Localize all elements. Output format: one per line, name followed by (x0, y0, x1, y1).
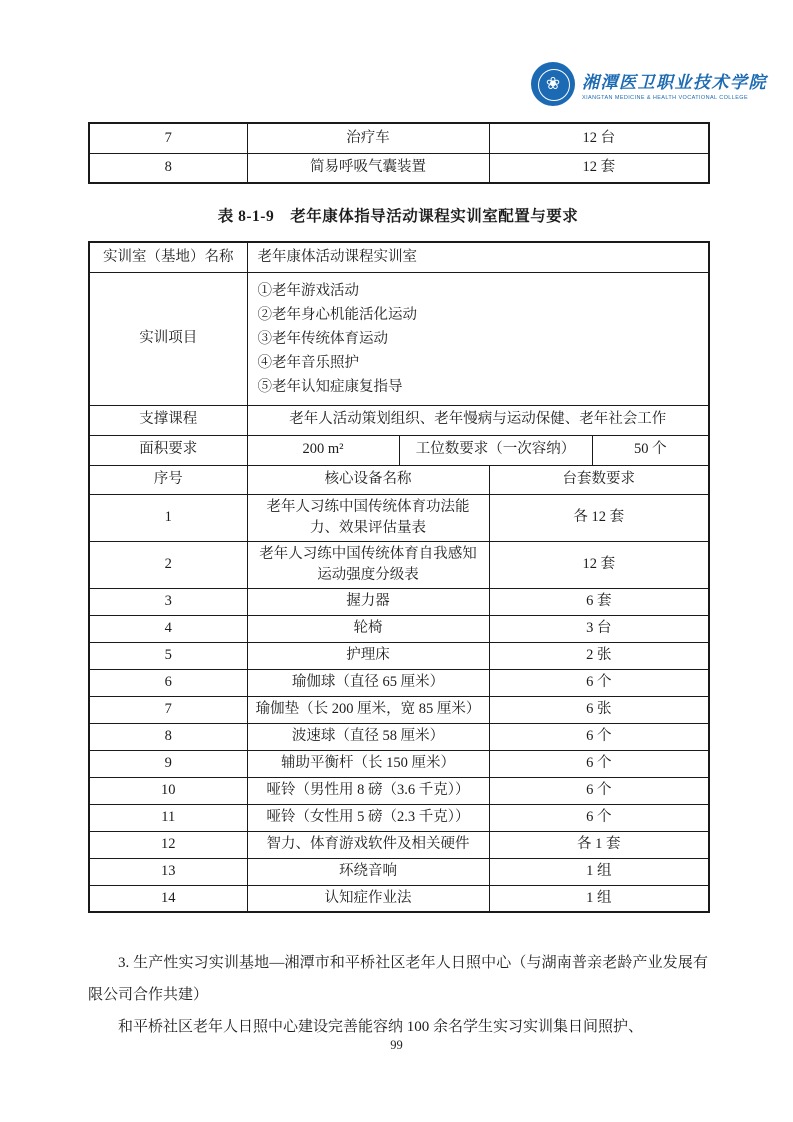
cell-equipment-name: 哑铃（男性用 8 磅（3.6 千克）） (247, 777, 489, 804)
college-logo-text (582, 68, 767, 101)
table-row (89, 153, 709, 183)
room-name-label: 实训室（基地）名称 (89, 242, 247, 272)
table-row (89, 494, 709, 541)
cell-serial: 12 (89, 831, 247, 858)
table-row (89, 696, 709, 723)
cell-equipment-name: 智力、体育游戏软件及相关硬件 (247, 831, 489, 858)
equipment-header-row (89, 465, 709, 494)
cell-serial: 10 (89, 777, 247, 804)
table-row (89, 615, 709, 642)
table-row (89, 405, 709, 435)
body-paragraph: 和平桥社区老年人日照中心建设完善能容纳 100 余名学生实习实训集日间照护、 (118, 1019, 644, 1036)
training-item: ③老年传统体育运动 (257, 330, 388, 347)
header-serial: 序号 (89, 465, 247, 494)
page-number: 99 (390, 1038, 403, 1052)
header-equipment-name: 核心设备名称 (247, 465, 489, 494)
cell-equipment-name: 认知症作业法 (247, 885, 489, 912)
cell-equipment-name: 护理床 (247, 642, 489, 669)
cell-serial: 8 (89, 153, 247, 183)
college-name-en: XIANGTAN MEDICINE & HEALTH VOCATIONAL COLLEGE (582, 94, 749, 101)
cell-serial: 8 (89, 723, 247, 750)
cell-serial: 11 (89, 804, 247, 831)
table-row (89, 750, 709, 777)
training-item: ②老年身心机能活化运动 (257, 306, 417, 323)
cell-quantity: 6 个 (489, 723, 709, 750)
cell-serial: 5 (89, 642, 247, 669)
cell-quantity: 各 12 套 (489, 494, 709, 541)
cell-quantity: 6 张 (489, 696, 709, 723)
equipment-table (88, 465, 710, 914)
table-row (89, 588, 709, 615)
cell-serial: 3 (89, 588, 247, 615)
cell-serial: 6 (89, 669, 247, 696)
cell-quantity: 6 个 (489, 750, 709, 777)
previous-equipment-table (88, 122, 710, 184)
cell-quantity: 12 套 (489, 153, 709, 183)
cell-equipment-name: 辅助平衡杆（长 150 厘米） (247, 750, 489, 777)
cell-quantity: 1 组 (489, 858, 709, 885)
cell-quantity: 1 组 (489, 885, 709, 912)
table-row (89, 642, 709, 669)
cell-quantity: 2 张 (489, 642, 709, 669)
header-quantity: 台套数要求 (489, 465, 709, 494)
college-name-zh: 湘潭医卫职业技术学院 (582, 72, 767, 92)
cell-equipment-name: 老年人习练中国传统体育功法能力、效果评估量表 (247, 494, 489, 541)
cell-serial: 7 (89, 696, 247, 723)
support-courses-label: 支撑课程 (89, 405, 247, 435)
table-row (89, 885, 709, 912)
cell-quantity: 6 个 (489, 669, 709, 696)
cell-serial: 14 (89, 885, 247, 912)
cell-equipment-name: 瑜伽球（直径 65 厘米） (247, 669, 489, 696)
table-row (89, 541, 709, 588)
area-value: 200 m² (247, 435, 399, 465)
table-row (89, 123, 709, 153)
room-name-value: 老年康体活动课程实训室 (247, 242, 709, 272)
capacity-value: 50 个 (592, 435, 709, 465)
college-logo (531, 62, 767, 106)
cell-serial: 7 (89, 123, 247, 153)
cell-quantity: 12 套 (489, 541, 709, 588)
table-row (89, 723, 709, 750)
support-courses-value: 老年人活动策划组织、老年慢病与运动保健、老年社会工作 (247, 405, 709, 435)
cell-quantity: 3 台 (489, 615, 709, 642)
cell-quantity: 12 台 (489, 123, 709, 153)
cell-equipment-name: 轮椅 (247, 615, 489, 642)
capacity-label: 工位数要求（一次容纳） (399, 435, 592, 465)
cell-equipment-name: 老年人习练中国传统体育自我感知运动强度分级表 (247, 541, 489, 588)
page-content (88, 122, 708, 1043)
table-caption: 表 8-1-9 老年康体指导活动课程实训室配置与要求 (217, 208, 579, 225)
college-logo-icon (531, 62, 575, 106)
cell-equipment-name: 治疗车 (247, 123, 489, 153)
training-items-label: 实训项目 (89, 272, 247, 405)
table-row (89, 242, 709, 272)
table-row (89, 858, 709, 885)
cell-quantity: 6 套 (489, 588, 709, 615)
table-row (89, 777, 709, 804)
body-paragraph: 3. 生产性实习实训基地—湘潭市和平桥社区老年人日照中心（与湖南普亲老龄产业发展有限公司合作共建） (88, 955, 708, 1004)
cell-quantity: 各 1 套 (489, 831, 709, 858)
training-items-list (247, 272, 709, 405)
cell-serial: 9 (89, 750, 247, 777)
training-room-info-table (88, 241, 710, 436)
body-text (88, 947, 708, 1043)
table-row (89, 831, 709, 858)
cell-equipment-name: 握力器 (247, 588, 489, 615)
area-capacity-table (88, 435, 710, 466)
cell-equipment-name: 波速球（直径 58 厘米） (247, 723, 489, 750)
training-item: ①老年游戏活动 (257, 282, 359, 299)
cell-equipment-name: 瑜伽垫（长 200 厘米，宽 85 厘米） (247, 696, 489, 723)
cell-serial: 2 (89, 541, 247, 588)
cell-serial: 13 (89, 858, 247, 885)
cell-quantity: 6 个 (489, 777, 709, 804)
cell-equipment-name: 环绕音响 (247, 858, 489, 885)
cell-serial: 1 (89, 494, 247, 541)
table-row (89, 435, 709, 465)
cell-equipment-name: 哑铃（女性用 5 磅（2.3 千克）） (247, 804, 489, 831)
cell-equipment-name: 简易呼吸气囊装置 (247, 153, 489, 183)
table-row (89, 272, 709, 405)
training-item: ⑤老年认知症康复指导 (257, 378, 403, 395)
area-label: 面积要求 (89, 435, 247, 465)
cell-serial: 4 (89, 615, 247, 642)
cell-quantity: 6 个 (489, 804, 709, 831)
training-item: ④老年音乐照护 (257, 354, 359, 371)
table-row (89, 669, 709, 696)
table-row (89, 804, 709, 831)
